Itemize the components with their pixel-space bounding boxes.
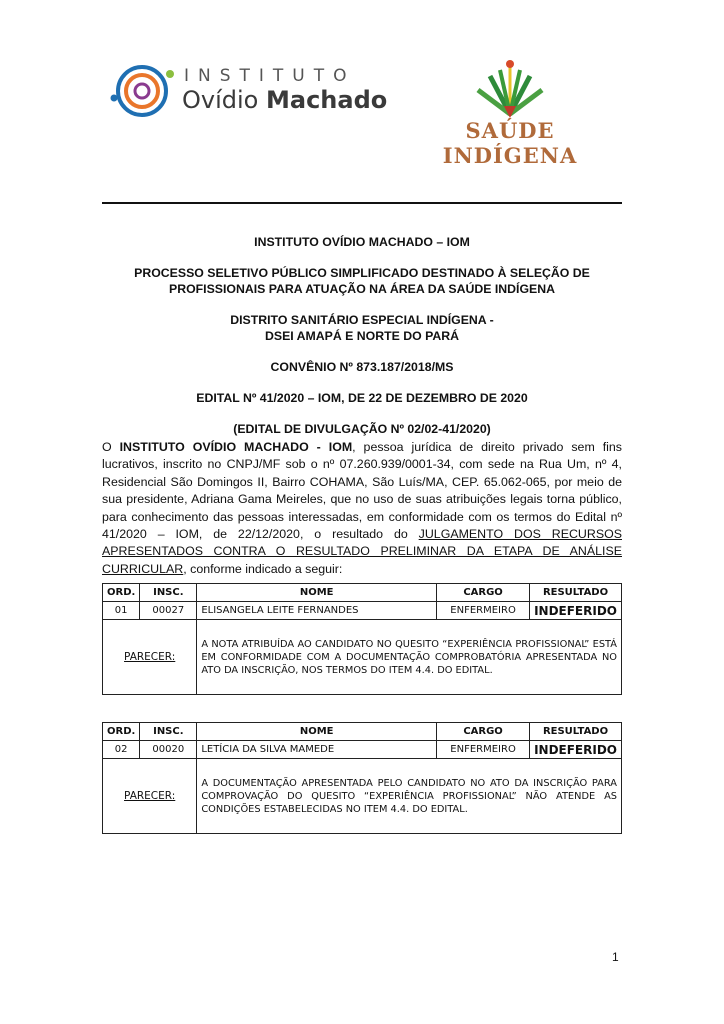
cell-resultado: INDEFERIDO: [530, 602, 622, 620]
table-header-row: [103, 723, 622, 741]
document-titles: [102, 234, 622, 452]
cell-ord: 02: [103, 741, 140, 759]
judgment-underlined: JULGAMENTO DOS RECURSOS APRESENTADOS CONTRA O RESULTADO PRELIMINAR DA ETAPA DE ANÁLISE CURRICULAR: [102, 527, 622, 576]
page-header: [0, 0, 724, 200]
cell-resultado: INDEFERIDO: [530, 741, 622, 759]
header-cargo: CARGO: [437, 723, 530, 741]
header-resultado: RESULTADO: [530, 723, 622, 741]
iom-logo-line1: INSTITUTO: [184, 66, 356, 86]
header-nome: NOME: [197, 584, 437, 602]
parecer-text: A DOCUMENTAÇÃO APRESENTADA PELO CANDIDATO NO ATO DA INSCRIÇÃO PARA COMPROVAÇÃO DO QUESITO “EXPERIÊNCIA PROFISSIONAL” NÃO ATENDE AS CONDIÇÕES ESTABELECIDAS NO ITEM 4.4. DO EDITAL.: [197, 759, 622, 834]
body-paragraph: O INSTITUTO OVÍDIO MACHADO - IOM, pessoa jurídica de direito privado sem fins lucrativos, inscrito no CNPJ/MF sob o nº 07.260.939/0001-34, com sede na Rua Um, nº 4, Residencial São Domingos II, Bairro COHAMA, São Luís/MA, CEP. 65.062-065, por meio de sua presidente, Adriana Gama Meireles, que no uso de suas atribuições legais torna público, para conhecimento das pessoas interessadas, em conformidade com os termos do Edital nº 41/2020 – IOM, de 22/12/2020, o resultado do JULGAMENTO DOS RECURSOS APRESENTADOS CONTRA O RESULTADO PRELIMINAR DA ETAPA DE ANÁLISE CURRICULAR, conforme indicado a seguir:: [102, 440, 622, 576]
header-cargo: CARGO: [437, 584, 530, 602]
saude-indigena-text: SAÚDE INDÍGENA: [442, 118, 578, 168]
title-institute: INSTITUTO OVÍDIO MACHADO – IOM: [254, 235, 470, 249]
table-header-row: [103, 584, 622, 602]
header-insc: INSC.: [140, 723, 197, 741]
cell-nome: ELISANGELA LEITE FERNANDES: [197, 602, 437, 620]
table-row: [103, 741, 622, 759]
title-process: PROCESSO SELETIVO PÚBLICO SIMPLIFICADO DESTINADO À SELEÇÃO DE PROFISSIONAIS PARA ATUAÇÃO NA ÁREA DA SAÚDE INDÍGENA: [134, 266, 590, 296]
header-nome: NOME: [197, 723, 437, 741]
parecer-row: [103, 620, 622, 695]
parecer-label: PARECER:: [103, 620, 197, 695]
cell-ord: 01: [103, 602, 140, 620]
institute-name-bold: INSTITUTO OVÍDIO MACHADO - IOM: [119, 440, 353, 454]
page-number: 1: [612, 950, 619, 964]
result-table-1: [102, 583, 622, 695]
cell-insc: 00027: [140, 602, 197, 620]
title-divulgacao: (EDITAL DE DIVULGAÇÃO Nº 02/02-41/2020): [233, 422, 491, 436]
parecer-row: [103, 759, 622, 834]
cell-nome: LETÍCIA DA SILVA MAMEDE: [197, 741, 437, 759]
header-divider: [102, 202, 622, 204]
result-table-2: [102, 722, 622, 834]
iom-emblem-icon: [102, 60, 182, 122]
title-district: DISTRITO SANITÁRIO ESPECIAL INDÍGENA - DSEI AMAPÁ E NORTE DO PARÁ: [230, 313, 494, 343]
header-insc: INSC.: [140, 584, 197, 602]
cell-cargo: ENFERMEIRO: [437, 602, 530, 620]
header-ord: ORD.: [103, 584, 140, 602]
iom-logo: [102, 60, 388, 122]
title-edital: EDITAL Nº 41/2020 – IOM, DE 22 DE DEZEMBRO DE 2020: [196, 391, 528, 405]
feather-headdress-icon: [430, 56, 590, 126]
parecer-text: A NOTA ATRIBUÍDA AO CANDIDATO NO QUESITO “EXPERIÊNCIA PROFISSIONAL” ESTÁ EM CONFORMIDADE COM A DOCUMENTAÇÃO COMPROBATÓRIA APRESENTADA NO ATO DA INSCRIÇÃO, NOS TERMOS DO ITEM 4.4. DO EDITAL.: [197, 620, 622, 695]
header-ord: ORD.: [103, 723, 140, 741]
table-row: [103, 602, 622, 620]
cell-insc: 00020: [140, 741, 197, 759]
title-convenio: CONVÊNIO Nº 873.187/2018/MS: [270, 360, 454, 374]
iom-logo-line2: Ovídio Machado: [182, 86, 388, 114]
cell-cargo: ENFERMEIRO: [437, 741, 530, 759]
header-resultado: RESULTADO: [530, 584, 622, 602]
saude-indigena-logo: [430, 56, 590, 166]
parecer-label: PARECER:: [103, 759, 197, 834]
